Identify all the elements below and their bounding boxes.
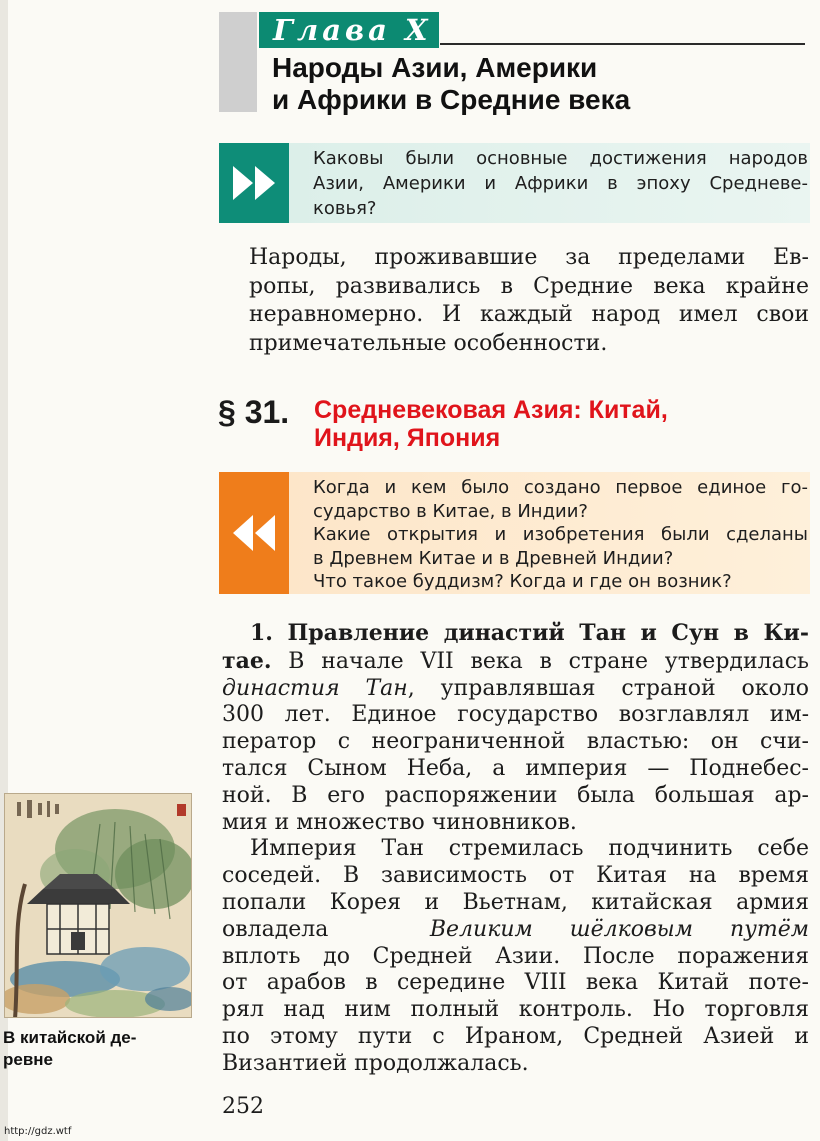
intro-paragraph <box>249 244 809 358</box>
intro-line: примечательные особенности. <box>249 330 608 356</box>
chapter-title <box>272 52 802 116</box>
section-question-line: Что такое буддизм? Когда и где он возник? <box>313 571 732 592</box>
section-questions-text <box>313 476 808 594</box>
body-line <box>222 648 809 676</box>
section-question-line: сударство в Китае, в Индии? <box>313 500 588 522</box>
section-title-line-1: Средневековая Азия: Китай, <box>314 396 668 424</box>
body-line: Империя Тан стремилась подчинить себе <box>250 836 809 862</box>
figure-caption <box>3 1027 193 1071</box>
page-number: 252 <box>222 1094 264 1119</box>
silk-road-term: Великим шёлковым путём <box>429 916 809 942</box>
body-line: от арабов в середине VIII века Китай поте- <box>222 970 809 996</box>
body-line: соседей. В зависимость от Китая на время <box>222 863 809 889</box>
body-text <box>222 620 809 1078</box>
body-line: Византией продолжалась. <box>222 1050 529 1076</box>
section-question-line: Какие открытия и изобретения были сделаны <box>313 524 808 545</box>
chapter-question-line: Азии, Америки и Африки в эпоху Средневе- <box>313 173 808 194</box>
section-question-line: Когда и кем было создано первое единое го- <box>313 477 808 498</box>
figure-caption-line-1: В китайской де- <box>3 1028 137 1047</box>
chapter-title-line-1: Народы Азии, Америки <box>272 52 598 83</box>
intro-line: неравномерно. И каждый народ имел свои <box>249 302 809 327</box>
body-line: по этому пути с Ираном, Средней Азией и <box>222 1023 809 1049</box>
back-double-arrow-icon <box>219 472 289 594</box>
body-line: рял над ним полный контроль. Но торговля <box>222 997 809 1023</box>
chapter-question-text <box>313 146 808 221</box>
section-title-line-2: Индия, Япония <box>314 424 501 452</box>
body-line: попали Корея и Вьетнам, китайская армия <box>222 889 809 915</box>
body-line <box>222 917 809 944</box>
body-line: мия и множество чиновников. <box>222 809 577 835</box>
chapter-title-line-2: и Африки в Средние века <box>272 84 631 115</box>
body-line: ператор с неограниченной властью: он счи- <box>222 729 809 755</box>
intro-line: ропы, развивались в Средние века крайне <box>249 273 809 299</box>
body-line-text: овладела <box>222 916 329 942</box>
body-line: ной. В его распоряжении была большая ар- <box>222 782 809 808</box>
body-line: 300 лет. Единое государство возглавлял им- <box>222 702 809 728</box>
dynasty-term: династия Тан <box>222 675 408 701</box>
chinese-village-painting <box>4 793 192 1018</box>
watermark: http://gdz.wtf <box>4 1126 72 1137</box>
body-line: тался Сыном Неба, а империя — Поднебес- <box>222 755 809 781</box>
chapter-question-line: Каковы были основные достижения народов <box>313 148 808 169</box>
chapter-grey-bar <box>219 12 257 112</box>
chapter-question-line: ковья? <box>313 198 377 219</box>
section-question-line: в Древнем Китае и в Древней Индии? <box>313 547 674 569</box>
forward-double-arrow-icon <box>219 143 289 223</box>
body-line-text: , управлявшая страной около <box>407 675 809 701</box>
body-line-text: В начале VII века в стране утвердилась <box>271 648 809 674</box>
section-number: § 31. <box>218 394 290 430</box>
section-title <box>314 396 794 452</box>
figure-caption-line-2: ревне <box>3 1050 54 1069</box>
paragraph-heading-end: тае. <box>222 647 272 674</box>
intro-line: Народы, проживавшие за пределами Ев- <box>249 245 809 270</box>
chapter-rule <box>440 43 805 45</box>
paragraph-heading <box>222 620 809 648</box>
paragraph-heading-text: 1. Правление династий Тан и Сун в Ки- <box>250 620 809 646</box>
chapter-label: Глава X <box>259 12 439 48</box>
body-line <box>222 676 809 703</box>
body-line: вплоть до Средней Азии. После поражения <box>222 943 809 969</box>
